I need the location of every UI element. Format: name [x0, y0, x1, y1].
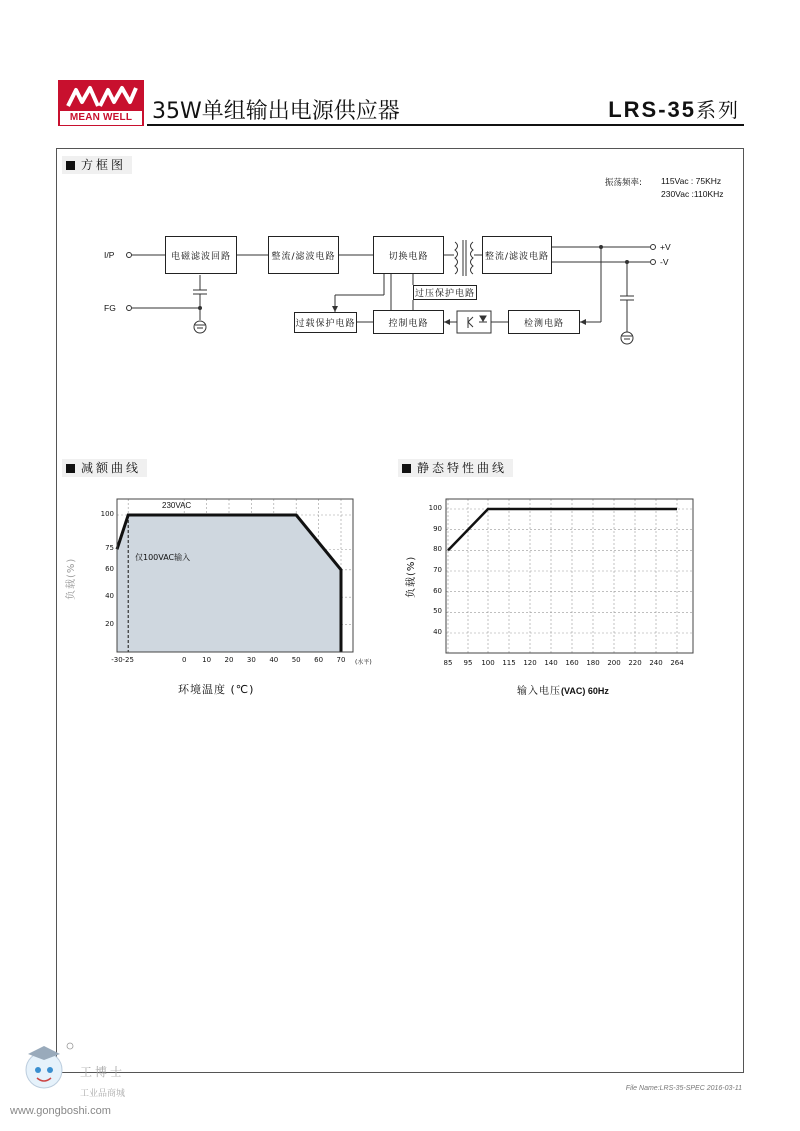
static-y-tick: 100 — [428, 504, 442, 512]
static-x-tick: 140 — [544, 659, 558, 667]
static-x-tick: 200 — [607, 659, 621, 667]
static-y-tick: 60 — [433, 586, 442, 595]
derating-x-tick: 0 — [181, 656, 187, 664]
static-x-tick: 95 — [463, 659, 473, 667]
derating-x-tick: 60 — [314, 656, 324, 664]
static-y-tick: 40 — [433, 628, 442, 636]
x-unit-note: (水平) — [355, 659, 372, 666]
derating-x-tick: 40 — [269, 656, 279, 664]
footer-file-name: File Name:LRS-35-SPEC 2016-03-11 — [625, 1085, 742, 1092]
ovp-block: 过压保护电路 — [413, 285, 477, 300]
derating-y-tick: 40 — [105, 592, 114, 601]
static-xlabel-en: (VAC) 60Hz — [561, 686, 609, 696]
static-xlabel — [517, 682, 609, 697]
series-model: LRS-35 — [608, 97, 696, 122]
switching-block: 切换电路 — [373, 236, 444, 274]
derating-x-tick: 70 — [336, 656, 346, 664]
output-negative-label: -V — [660, 257, 669, 267]
derating-x-tick: 30 — [246, 656, 256, 664]
annotation-100vac: 仅100VAC输入 — [135, 553, 191, 562]
control-block: 控制电路 — [373, 310, 444, 334]
static-x-tick: 240 — [649, 659, 663, 667]
input-label: I/P — [104, 250, 115, 260]
watermark-sub: 工业品商城 — [80, 1089, 126, 1099]
output-positive-label: +V — [660, 242, 671, 252]
document-title: 35W单组输出电源供应器 — [152, 99, 400, 124]
freq-label: 振荡频率: — [605, 178, 642, 188]
static-x-tick: 120 — [523, 659, 537, 667]
mascot-icon — [14, 1040, 74, 1102]
freq-line2: 230Vac :110KHz — [661, 189, 724, 199]
static-x-tick: 85 — [443, 659, 453, 667]
static-xlabel-cn: 输入电压 — [517, 686, 561, 697]
derating-x-tick: 20 — [224, 656, 234, 664]
detect-block: 检测电路 — [508, 310, 580, 334]
static-y-tick: 50 — [433, 607, 442, 616]
derating-ylabel: 负载(%) — [66, 557, 77, 600]
emi-filter-block: 电磁滤波回路 — [165, 236, 237, 274]
watermark-url: www.gongboshi.com — [10, 1105, 111, 1117]
derating-y-tick: 100 — [100, 510, 114, 518]
rectifier-filter-block-2: 整流/滤波电路 — [482, 236, 552, 274]
watermark-name: 工博士 — [80, 1065, 126, 1079]
derating-x-tick: -30 — [111, 656, 123, 664]
derating-x-tick: 50 — [291, 656, 301, 664]
derating-y-tick: 75 — [105, 544, 114, 553]
block-diagram-title: 方框图 — [81, 158, 127, 172]
derating-y-tick: 60 — [105, 564, 114, 573]
static-x-tick: 220 — [628, 659, 642, 667]
static-y-tick: 80 — [433, 545, 442, 554]
static-ylabel: 负载(%) — [406, 555, 417, 598]
derating-x-tick: -25 — [122, 656, 134, 664]
static-y-tick: 90 — [433, 524, 442, 533]
static-x-tick: 115 — [502, 659, 516, 667]
rectifier-filter-block-1: 整流/滤波电路 — [268, 236, 339, 274]
derating-title: 减额曲线 — [81, 461, 142, 475]
static-x-tick: 160 — [565, 659, 579, 667]
annotation-230vac: 230VAC — [162, 501, 192, 510]
freq-line1: 115Vac : 75KHz — [661, 176, 722, 186]
derating-xlabel: 环境温度 (℃) — [178, 683, 255, 696]
derating-x-tick: 10 — [202, 656, 212, 664]
olp-block: 过载保护电路 — [294, 312, 357, 333]
static-x-tick: 100 — [481, 659, 495, 667]
fg-label: FG — [104, 303, 116, 313]
brand-name: MEAN WELL — [60, 111, 142, 125]
static-x-tick: 264 — [670, 659, 684, 667]
static-title: 静态特性曲线 — [417, 461, 508, 475]
series-suffix: 系列 — [696, 98, 740, 122]
static-y-tick: 70 — [433, 566, 442, 574]
derating-y-tick: 20 — [105, 619, 114, 628]
static-x-tick: 180 — [586, 659, 600, 667]
static-grid — [446, 499, 693, 653]
